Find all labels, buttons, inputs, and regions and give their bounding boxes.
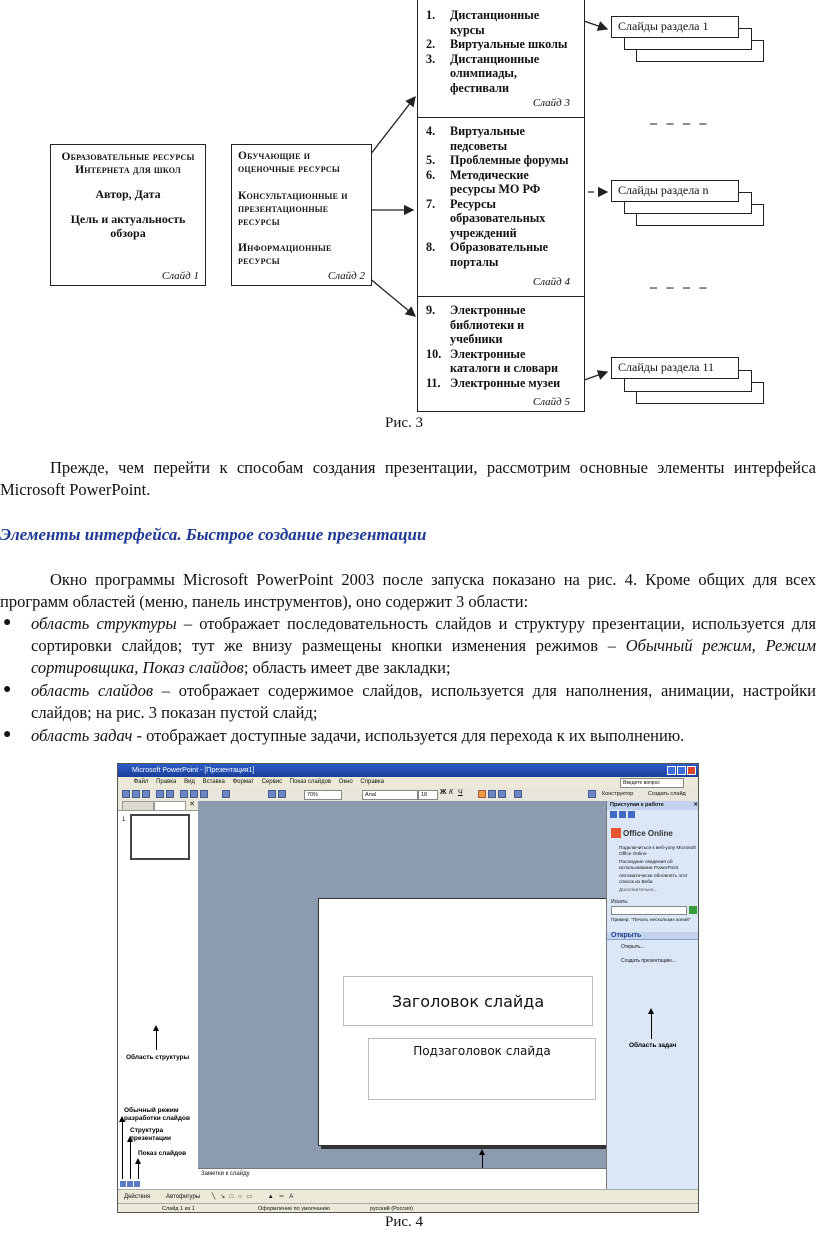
designer-button[interactable]: Конструктор	[602, 791, 634, 797]
minimize-icon[interactable]	[667, 766, 676, 775]
list-box-4	[417, 117, 585, 297]
actions-menu[interactable]: Действия	[124, 1194, 151, 1200]
help-search-input[interactable]: Введите вопрос	[620, 778, 684, 788]
list-item: 7. Ресурсы образовательных учреждений	[426, 196, 546, 240]
bold-button[interactable]: Ж	[440, 789, 447, 796]
menu-item[interactable]: Сервис	[261, 779, 283, 785]
slideshow-button[interactable]	[134, 1181, 140, 1187]
annotation-outline-area: Область структуры	[126, 1054, 190, 1061]
list-item: 2. Виртуальные школы	[426, 37, 568, 51]
close-icon[interactable]	[687, 766, 696, 775]
list-item: 8. Образовательные порталы	[426, 240, 549, 269]
bullet-3: область задач - отображает доступные задачи, используется для перехода к их выполнению.	[31, 726, 685, 745]
new-icon[interactable]	[122, 790, 130, 798]
annotation-normal-mode: Обычный режим разработки слайдов	[124, 1107, 190, 1122]
font-color-icon[interactable]: A	[289, 1194, 294, 1200]
list-item: 5. Проблемные форумы	[426, 153, 569, 167]
bullet-dot: ●	[3, 615, 12, 630]
italic-button[interactable]: К	[449, 789, 454, 796]
figure-caption-4: Рис. 4	[385, 1214, 424, 1230]
save-icon[interactable]	[142, 790, 150, 798]
close-icon[interactable]: ✕	[693, 802, 698, 808]
arrow-up-icon	[138, 1163, 139, 1179]
types-box	[231, 144, 372, 286]
standard-toolbar	[118, 788, 698, 802]
font-select[interactable]: Arial	[362, 790, 418, 800]
more-link[interactable]: Дополнительно...	[619, 888, 658, 893]
stack-11-front: Слайды раздела 11	[611, 357, 739, 379]
line-color-icon[interactable]: ═	[279, 1194, 284, 1200]
drawing-toolbar	[118, 1189, 698, 1204]
line-icon[interactable]: ╲	[211, 1194, 216, 1200]
task-nav	[607, 810, 699, 822]
dashes-2: – – – –	[650, 280, 710, 295]
resources-goal: Цель и актуальность обзора	[70, 212, 186, 240]
search-label: Искать:	[611, 899, 629, 905]
search-row	[611, 906, 697, 915]
task-pane-header: Приступая к работе ✕	[607, 801, 699, 810]
undo-icon[interactable]	[222, 790, 230, 798]
list-item: 4. Виртуальные педсоветы	[426, 124, 525, 153]
title-placeholder[interactable]: Заголовок слайда	[343, 976, 593, 1026]
menu-item[interactable]: Формат	[232, 779, 254, 785]
status-design: Оформление по умолчанию	[258, 1206, 330, 1212]
annotation-show: Показ слайдов	[138, 1150, 187, 1157]
list-5	[426, 303, 576, 390]
powerpoint-screenshot	[117, 763, 699, 1213]
list-3	[426, 8, 576, 95]
arrow-up-icon	[130, 1141, 131, 1179]
list-4	[426, 124, 576, 269]
notes-pane[interactable]: Заметки к слайду	[198, 1168, 606, 1189]
paragraph-window: Окно программы Microsoft PowerPoint 2003 после запуска показано на рис. 4. Кроме общих для всех программ областей (меню, панель инструментов), оно содержит 3 области:	[0, 570, 816, 611]
menu-item[interactable]: Показ слайдов	[289, 779, 332, 785]
list-item: 11. Электронные музеи	[426, 375, 561, 390]
create-link[interactable]: Создать презентацию...	[621, 958, 676, 964]
subtitle-placeholder[interactable]: Подзаголовок слайда	[368, 1038, 596, 1100]
list-item: 6. Методические ресурсы МО РФ	[426, 167, 541, 196]
slide-thumbnail[interactable]	[130, 814, 190, 860]
task-link[interactable]: Автоматически обновлять этот список из Веба	[619, 874, 688, 885]
slide-label-3: Слайд 3	[532, 97, 570, 109]
annotation-task-area: Область задач	[629, 1042, 677, 1049]
menu-bar	[118, 777, 698, 788]
list-item: 9. Электронные библиотеки и учебники	[426, 303, 526, 346]
status-language: русский (Россия)	[370, 1206, 413, 1212]
align-right-icon[interactable]	[498, 790, 506, 798]
annotation-structure: Структура презентации	[130, 1127, 171, 1142]
zoom-select[interactable]: 70%	[304, 790, 342, 800]
outline-tabs	[118, 801, 198, 811]
slide-label-2: Слайд 2	[327, 270, 365, 282]
slide-label-1: Слайд 1	[161, 270, 199, 282]
arrow-up-icon	[156, 1030, 157, 1050]
underline-button[interactable]: Ч	[458, 789, 463, 796]
task-link[interactable]: Подключиться к веб-узлу Microsoft Office Online	[619, 846, 696, 857]
bullet-1: область структуры – отображает последовательность слайдов и структуру презентации, используется для сортировки слайдов; тут же внизу размещены кнопки изменения режимов – Обычный режим, Режим сортировщика, Показ слайдов; область имеет две закладки;	[31, 614, 816, 677]
view-buttons	[120, 1181, 140, 1187]
menu-item[interactable]: Вставка	[202, 779, 225, 785]
new-slide-button[interactable]: Создать слайд	[648, 791, 686, 797]
section-heading: Элементы интерфейса. Быстрое создание презентации	[0, 525, 427, 544]
task-pane	[606, 801, 699, 1189]
forward-icon[interactable]	[619, 811, 626, 818]
go-icon[interactable]	[689, 906, 697, 914]
tab-outline[interactable]	[122, 801, 154, 811]
list-box-3	[417, 0, 585, 118]
office-online-logo[interactable]: Office Online	[611, 826, 697, 840]
status-slide: Слайд 1 из 1	[162, 1206, 195, 1212]
arrow-up-icon	[651, 1013, 652, 1039]
menu-item[interactable]: Справка	[360, 779, 384, 785]
cut-icon[interactable]	[180, 790, 188, 798]
fill-color-icon[interactable]: ▲	[267, 1194, 274, 1200]
outline-pane	[118, 801, 199, 1189]
dashes-1: – – – –	[650, 116, 710, 131]
slide-label-5: Слайд 5	[532, 396, 570, 408]
window-title-bar	[118, 764, 698, 777]
paragraph-intro: Прежде, чем перейти к способам создания презентации, рассмотрим основные элементы интерфейса Microsoft PowerPoint.	[0, 458, 816, 499]
back-icon[interactable]	[610, 811, 617, 818]
slide-number: 1	[122, 817, 126, 823]
bullet-dot: ●	[3, 727, 12, 742]
bullet-dot: ●	[3, 682, 12, 697]
list-item: 10. Электронные каталоги и словари	[426, 346, 559, 375]
font-color-icon[interactable]	[588, 790, 596, 798]
menu-item[interactable]: Окно	[338, 779, 353, 785]
stack-1-front: Слайды раздела 1	[611, 16, 739, 38]
font-size-select[interactable]: 18	[418, 790, 438, 800]
task-link[interactable]: Последние сведения об использовании PowerPoint	[619, 860, 679, 871]
resources-title: Образовательные ресурсы Интернета для школ	[61, 151, 195, 176]
copy-icon[interactable]	[190, 790, 198, 798]
open-section-header: Открыть	[607, 932, 699, 940]
resources-author: Автор, Дата	[95, 187, 161, 201]
close-icon[interactable]: ✕	[189, 801, 195, 808]
menu-item[interactable]: Вид	[184, 779, 195, 785]
slide-canvas[interactable]	[318, 898, 620, 1146]
maximize-icon[interactable]	[677, 766, 686, 775]
types-item-2: Консультационные и презентационные ресурсы	[238, 190, 348, 228]
types-item-3: Информационные ресурсы	[238, 242, 332, 267]
menu-item[interactable]: Правка	[156, 779, 177, 785]
slide-label-4: Слайд 4	[532, 276, 570, 288]
slide-area	[198, 801, 606, 1168]
tab-slides[interactable]	[154, 801, 186, 811]
arrow-up-icon	[122, 1121, 123, 1179]
textbox-icon[interactable]: ▭	[246, 1194, 253, 1200]
list-item: 1. Дистанционные курсы	[426, 8, 540, 37]
home-icon[interactable]	[628, 811, 635, 818]
list-box-5	[417, 296, 585, 412]
preview-icon[interactable]	[166, 790, 174, 798]
stack-n-front: Слайды раздела n	[611, 180, 739, 202]
search-input[interactable]	[611, 906, 687, 915]
window-controls[interactable]	[667, 766, 696, 775]
types-item-1: Обучающие и оценочные ресурсы	[238, 150, 340, 175]
autoshapes-menu[interactable]: Автофигуры	[165, 1194, 201, 1200]
window-title: Microsoft PowerPoint - [Презентация1]	[132, 767, 255, 774]
oval-icon[interactable]: ○	[238, 1194, 242, 1200]
chart-icon[interactable]	[268, 790, 276, 798]
open-link[interactable]: Открыть...	[621, 944, 645, 950]
sorter-view-button[interactable]	[127, 1181, 133, 1187]
print-icon[interactable]	[156, 790, 164, 798]
search-example: Пример: "Печать нескольких копий"	[611, 918, 691, 923]
bullets-icon[interactable]	[514, 790, 522, 798]
rectangle-icon[interactable]: □	[229, 1194, 234, 1200]
align-left-icon[interactable]	[478, 790, 486, 798]
list-item: 3. Дистанционные олимпиады, фестивали	[426, 51, 540, 95]
align-center-icon[interactable]	[488, 790, 496, 798]
resources-box	[50, 144, 206, 286]
bullet-2: область слайдов – отображает содержимое слайдов, используется для наполнения, анимации, настройки слайдов; на рис. 3 показан пустой слайд;	[31, 681, 816, 722]
open-icon[interactable]	[132, 790, 140, 798]
figure-caption-3: Рис. 3	[385, 415, 424, 431]
office-logo-icon	[611, 828, 621, 838]
normal-view-button[interactable]	[120, 1181, 126, 1187]
paste-icon[interactable]	[200, 790, 208, 798]
menu-item[interactable]: Файл	[133, 779, 149, 785]
table-icon[interactable]	[278, 790, 286, 798]
status-bar	[118, 1203, 698, 1213]
arrow-icon[interactable]: ↘	[220, 1194, 226, 1200]
